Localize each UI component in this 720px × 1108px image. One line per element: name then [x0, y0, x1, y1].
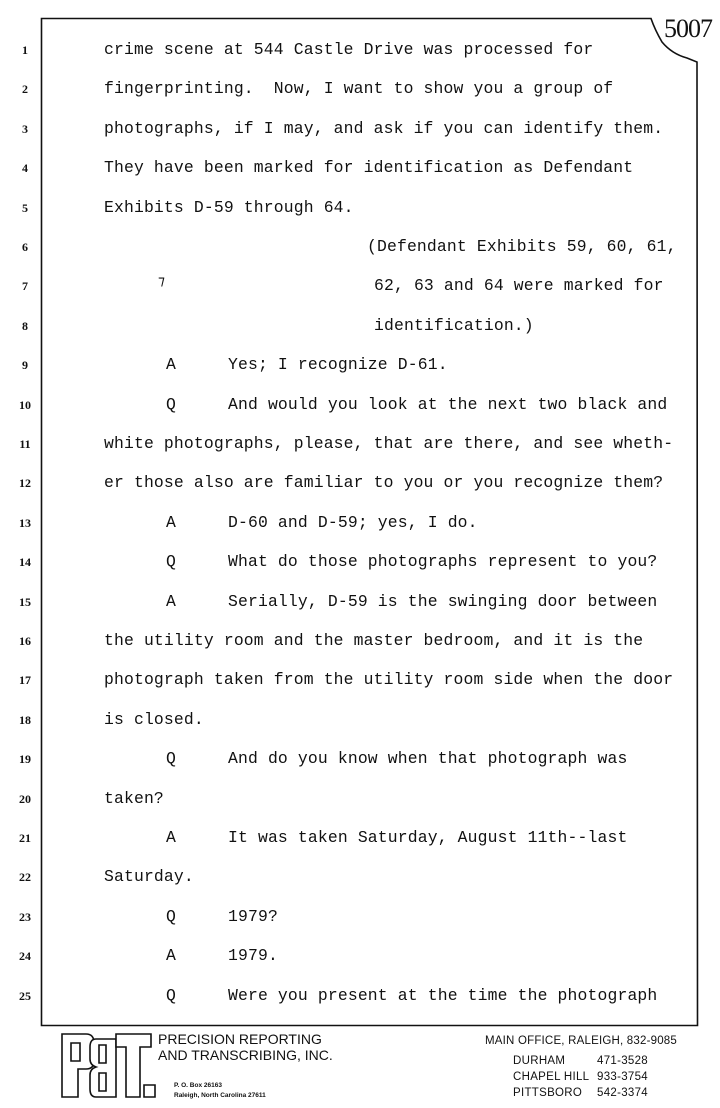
speaker-label: A [166, 828, 176, 847]
line-number: 7 [22, 279, 28, 294]
office-phone: 542-3374 [597, 1087, 648, 1099]
line-number: 3 [22, 121, 28, 136]
company-name-line1: PRECISION REPORTING [158, 1031, 322, 1047]
line-number: 12 [19, 476, 31, 491]
office-city: PITTSBORO [513, 1087, 583, 1099]
speaker-label: A [166, 512, 176, 532]
speaker-label: A [166, 355, 176, 375]
line-number: 20 [19, 791, 31, 806]
line-number: 4 [22, 161, 28, 176]
transcript-line-text: It was taken Saturday, August 11th--last [228, 828, 628, 847]
page-number: 5007 [664, 14, 712, 43]
speaker-label: A [166, 946, 176, 966]
line-number: 14 [19, 555, 31, 570]
transcript-line-text: Exhibits D-59 through 64. [104, 197, 354, 217]
margin-mark: ⁊ [158, 272, 165, 288]
line-number: 9 [22, 358, 28, 373]
transcript-line-text: crime scene at 544 Castle Drive was processed for [104, 40, 594, 59]
transcript-line-text: What do those photographs represent to you? [228, 552, 658, 572]
line-number: 1 [22, 43, 28, 57]
transcript-line-text: Were you present at the time the photograph [228, 985, 658, 1005]
transcript-line-text: Serially, D-59 is the swinging door between [228, 591, 658, 611]
address-line2: Raleigh, North Carolina 27611 [174, 1092, 266, 1099]
transcript-line-text: And do you know when that photograph was [228, 749, 628, 769]
line-number: 23 [19, 909, 31, 924]
transcript-line-text: taken? [104, 788, 164, 808]
line-number: 10 [19, 397, 31, 412]
transcript-line-text: Saturday. [104, 867, 194, 887]
transcript-line-text: photographs, if I may, and ask if you can identify them. [104, 118, 664, 138]
line-number: 19 [19, 752, 31, 767]
speaker-label: Q [166, 394, 176, 414]
company-name-line2: AND TRANSCRIBING, INC. [158, 1047, 333, 1063]
transcript-line-text: 1979. [228, 946, 278, 966]
transcript-line-text: 62, 63 and 64 were marked for [374, 276, 664, 296]
company-logo [58, 1031, 158, 1103]
transcript-line-text: They have been marked for identification as Defendant [104, 158, 634, 178]
line-number: 15 [19, 594, 31, 609]
main-office: MAIN OFFICE, RALEIGH, 832-9085 [485, 1035, 677, 1047]
office-phone: 471-3528 [597, 1055, 648, 1067]
line-number: 24 [19, 949, 31, 964]
speaker-label: Q [166, 552, 176, 572]
company-address [174, 1081, 266, 1101]
transcript-line-text: D-60 and D-59; yes, I do. [228, 512, 478, 532]
line-number: 16 [19, 634, 31, 648]
transcript-line-text: white photographs, please, that are there, and see wheth- [104, 434, 674, 453]
speaker-label: Q [166, 906, 176, 926]
transcript-line-text: is closed. [104, 709, 204, 729]
address-line1: P. O. Box 26163 [174, 1082, 222, 1089]
speaker-label: Q [166, 749, 176, 769]
office-phone: 933-3754 [597, 1071, 648, 1083]
line-number: 21 [19, 831, 31, 845]
office-city: CHAPEL HILL [513, 1071, 590, 1083]
transcript-line-text: fingerprinting. Now, I want to show you a group of [104, 79, 614, 99]
line-number: 5 [22, 200, 28, 215]
transcript-line-text: identification.) [374, 315, 534, 335]
office-city: DURHAM [513, 1055, 566, 1067]
line-number: 13 [19, 515, 31, 530]
speaker-label: A [166, 591, 176, 611]
line-number: 25 [19, 988, 31, 1003]
transcript-line-text: er those also are familiar to you or you recognize them? [104, 473, 664, 493]
company-name [158, 1031, 333, 1063]
transcript-line-text: 1979? [228, 906, 278, 926]
line-number: 2 [22, 82, 28, 97]
line-number: 8 [22, 318, 28, 333]
line-number: 6 [22, 240, 28, 254]
line-number: 17 [19, 673, 31, 688]
transcript-line-text: (Defendant Exhibits 59, 60, 61, [367, 237, 677, 256]
transcript-line-text: photograph taken from the utility room side when the door [104, 670, 674, 690]
line-number: 22 [19, 870, 31, 885]
line-number: 11 [19, 437, 31, 451]
line-number: 18 [19, 712, 31, 727]
transcript-line-text: And would you look at the next two black and [228, 394, 668, 414]
transcript-line-text: the utility room and the master bedroom, and it is the [104, 631, 644, 650]
speaker-label: Q [166, 985, 176, 1005]
transcript-line-text: Yes; I recognize D-61. [228, 355, 448, 375]
